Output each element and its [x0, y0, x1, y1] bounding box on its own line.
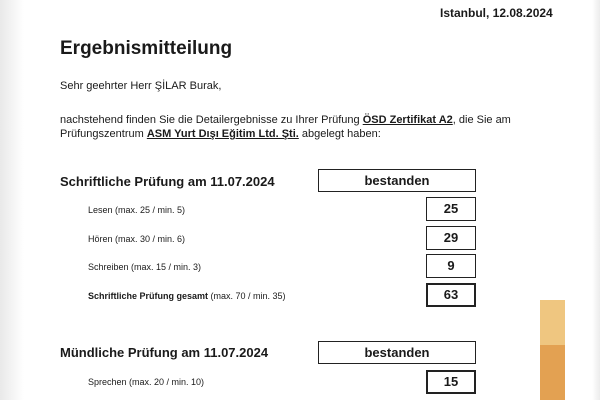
intro-line-2 — [60, 128, 381, 140]
written-exam-title: Schriftliche Prüfung am 11.07.2024 — [60, 174, 275, 189]
written-total-name: Schriftliche Prüfung gesamt — [88, 291, 209, 301]
decorative-bar-light — [540, 300, 565, 345]
intro-text: abgelegt haben: — [298, 128, 381, 140]
page-edge-shadow — [0, 0, 24, 400]
intro-text: nachstehend finden Sie die Detailergebnisse zu Ihrer Prüfung — [60, 114, 363, 126]
score-box-lesen: 25 — [426, 197, 476, 221]
intro-line-1 — [60, 114, 511, 126]
score-label-sprechen: Sprechen (max. 20 / min. 10) — [88, 377, 205, 387]
score-label-hoeren: Hören (max. 30 / min. 6) — [88, 234, 186, 244]
score-box-hoeren: 29 — [426, 226, 476, 250]
score-box-schreiben: 9 — [426, 254, 476, 278]
salutation: Sehr geehrter Herr ŞİLAR Burak, — [60, 80, 222, 92]
intro-text: , die Sie am — [452, 114, 511, 126]
oral-exam-title: Mündliche Prüfung am 11.07.2024 — [60, 345, 269, 360]
written-result-box: bestanden — [318, 169, 476, 192]
score-box-written-total: 63 — [426, 283, 476, 307]
oral-result-box: bestanden — [318, 341, 476, 364]
document-title: Ergebnismitteilung — [60, 38, 233, 59]
exam-center-name: ASM Yurt Dışı Eğitim Ltd. Şti. — [146, 128, 299, 140]
exam-name: ÖSD Zertifikat A2 — [362, 114, 453, 126]
decorative-bar-dark — [540, 345, 565, 400]
page-edge-shadow-right — [592, 0, 600, 400]
score-box-sprechen: 15 — [426, 370, 476, 394]
intro-text: Prüfungszentrum — [60, 128, 147, 140]
score-label-schreiben: Schreiben (max. 15 / min. 3) — [88, 262, 202, 272]
written-total-limits: (max. 70 / min. 35) — [208, 291, 286, 301]
score-label-written-total — [88, 291, 286, 301]
score-label-lesen: Lesen (max. 25 / min. 5) — [88, 205, 186, 215]
place-date: Istanbul, 12.08.2024 — [440, 6, 553, 20]
